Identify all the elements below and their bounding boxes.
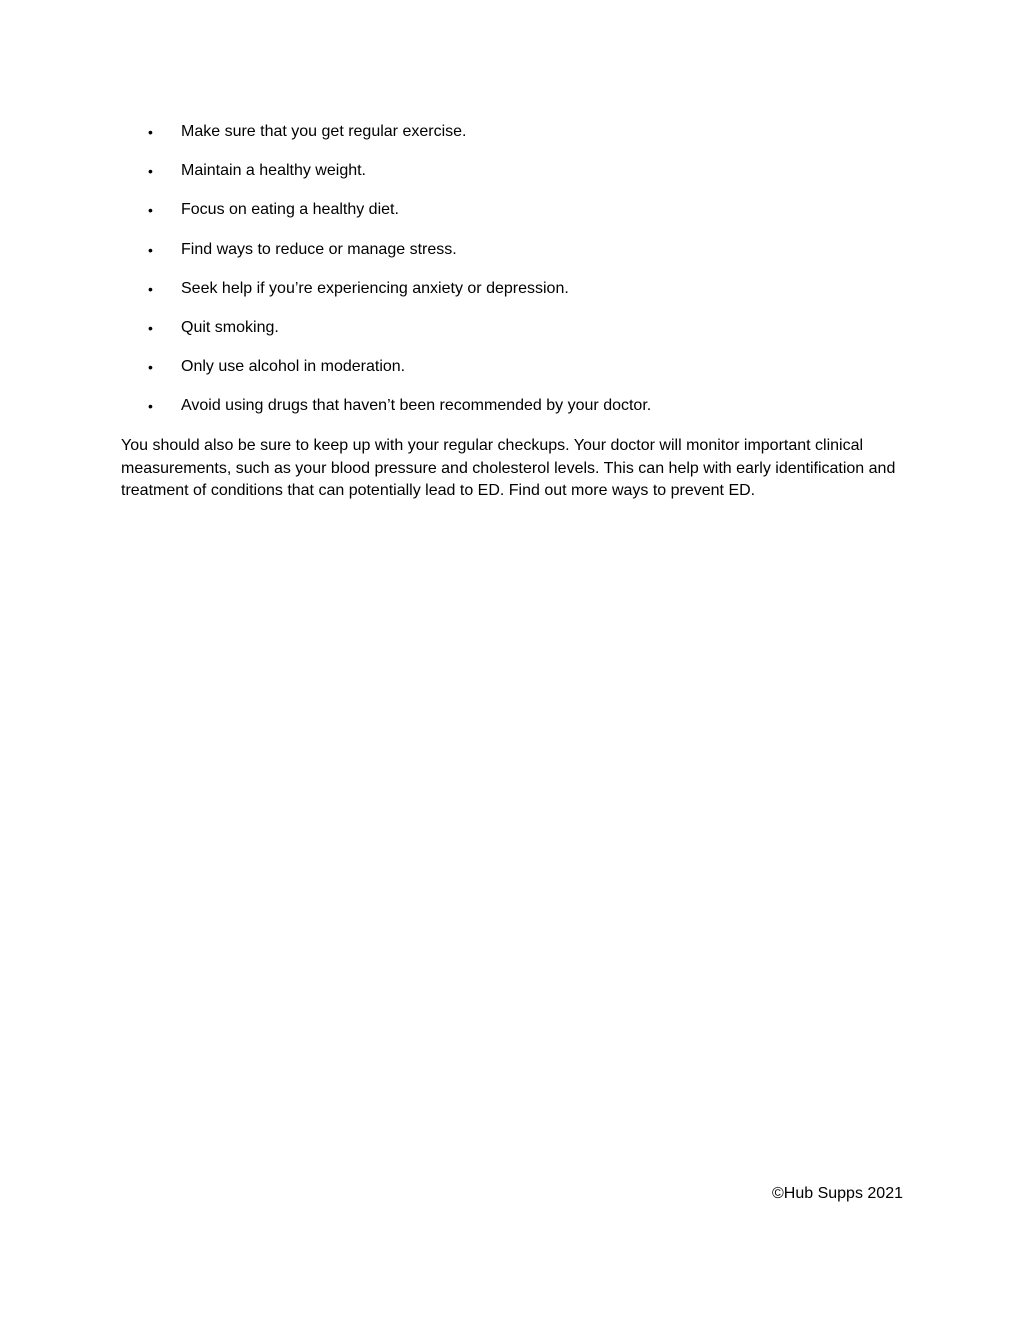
copyright-footer: ©Hub Supps 2021: [772, 1185, 903, 1202]
bullet-icon: •: [148, 280, 153, 297]
bullet-icon: •: [148, 398, 153, 415]
list-item-text: Maintain a healthy weight.: [181, 162, 366, 180]
bullet-icon: •: [148, 202, 153, 219]
bullet-icon: •: [148, 163, 153, 180]
list-item-text: Make sure that you get regular exercise.: [181, 123, 467, 140]
bullet-icon: •: [148, 359, 153, 376]
bullet-icon: •: [148, 124, 153, 140]
bullet-icon: •: [148, 319, 153, 336]
list-item-text: Seek help if you’re experiencing anxiety or depression.: [181, 279, 569, 297]
list-item-text: Avoid using drugs that haven’t been recommended by your doctor.: [181, 397, 652, 415]
body-paragraph: You should also be sure to keep up with your regular checkups. Your doctor will monitor important clinical measurements, such as your blood pressure and cholesterol levels. This can help with early identification and treatment of conditions that can potentially lead to ED. Find out more ways to prevent ED.: [121, 437, 896, 500]
list-item-text: Find ways to reduce or manage stress.: [181, 240, 457, 258]
list-item-text: Quit smoking.: [181, 318, 279, 336]
bullet-icon: •: [148, 241, 153, 258]
list-item-text: Only use alcohol in moderation.: [181, 358, 406, 376]
list-item-text: Focus on eating a healthy diet.: [181, 201, 399, 219]
